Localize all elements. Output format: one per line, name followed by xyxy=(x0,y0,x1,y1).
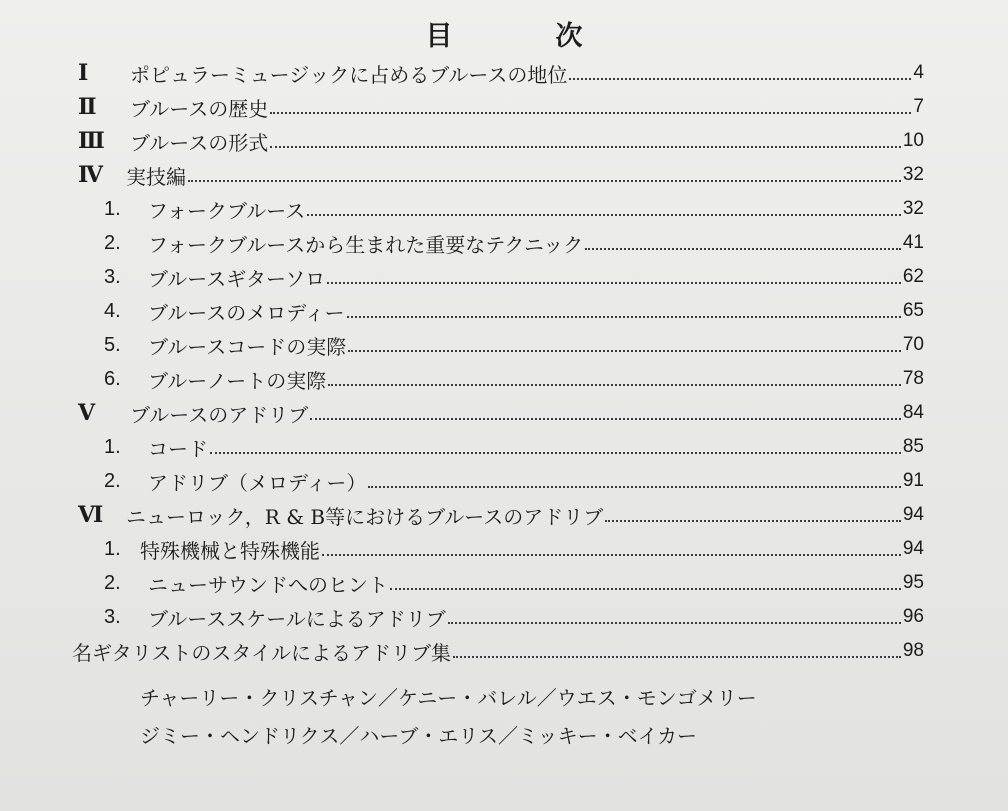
toc-entry-chapter-1[interactable] xyxy=(78,56,924,90)
entry-page: 65 xyxy=(902,300,924,321)
entry-page: 10 xyxy=(902,130,924,151)
entry-page: 32 xyxy=(902,164,924,185)
section-number: 1. xyxy=(104,435,121,458)
entry-title: ブルースのアドリブ xyxy=(130,402,309,427)
dot-leader xyxy=(605,519,901,522)
section-number: 3. xyxy=(104,265,121,288)
dot-leader xyxy=(448,621,901,624)
toc-entry-section-6-3[interactable] xyxy=(104,600,924,634)
dot-leader xyxy=(327,281,901,284)
toc-entry-chapter-5[interactable] xyxy=(78,396,924,430)
entry-page: 78 xyxy=(902,368,924,389)
entry-title: 名ギタリストのスタイルによるアドリブ集 xyxy=(72,640,451,665)
section-number: 4. xyxy=(104,299,121,322)
toc-entry-chapter-6[interactable] xyxy=(78,498,924,532)
entry-title: コード xyxy=(148,436,208,461)
toc-entry-section-6-2[interactable] xyxy=(104,566,924,600)
chapter-number: Ⅳ xyxy=(78,162,103,187)
toc-entry-chapter-3[interactable] xyxy=(78,124,924,158)
entry-page: 96 xyxy=(902,606,924,627)
section-number: 1. xyxy=(104,197,121,220)
entry-title: フォークブルースから生まれた重要なテクニック xyxy=(148,232,584,257)
toc-entry-section-4-2[interactable] xyxy=(104,226,924,260)
dot-leader xyxy=(270,111,911,114)
entry-page: 94 xyxy=(902,504,924,525)
entry-title: ニューサウンドへのヒント xyxy=(148,572,388,597)
entry-page: 4 xyxy=(913,62,924,83)
chapter-number: Ⅱ xyxy=(78,94,97,119)
entry-title: ニューロック，R & B等におけるブルースのアドリブ xyxy=(126,504,604,529)
dot-leader xyxy=(328,383,901,386)
chapter-number: Ⅰ xyxy=(78,60,89,85)
entry-title: ブルースギターソロ xyxy=(148,266,326,291)
section-number: 2. xyxy=(104,469,121,492)
entry-page: 84 xyxy=(902,402,924,423)
entry-page: 94 xyxy=(902,538,924,559)
entry-title: アドリブ（メロディー） xyxy=(148,470,367,495)
dot-leader xyxy=(368,485,900,488)
dot-leader xyxy=(453,655,901,658)
chapter-number: Ⅲ xyxy=(78,128,105,153)
guitarist-names-line-2: ジミー・ヘンドリクス／ハーブ・エリス／ミッキー・ベイカー xyxy=(140,724,697,748)
guitarist-names-line-1: チャーリー・クリスチャン／ケニー・バレル／ウエス・モンゴメリー xyxy=(140,686,757,710)
entry-page: 91 xyxy=(902,470,924,491)
page-title: 目 次 xyxy=(425,21,621,52)
dot-leader xyxy=(390,587,901,590)
toc-entry-section-4-1[interactable] xyxy=(104,192,924,226)
section-number: 5. xyxy=(104,333,121,356)
entry-title: ブルースのメロディー xyxy=(148,300,345,325)
toc-entry-section-4-6[interactable] xyxy=(104,362,924,396)
entry-page: 98 xyxy=(902,640,924,661)
section-number: 2. xyxy=(104,571,121,594)
entry-page: 41 xyxy=(902,232,924,253)
entry-page: 95 xyxy=(902,572,924,593)
toc-entry-section-5-1[interactable] xyxy=(104,430,924,464)
dot-leader xyxy=(569,77,911,80)
toc-entry-section-5-2[interactable] xyxy=(104,464,924,498)
dot-leader xyxy=(310,417,901,420)
dot-leader xyxy=(347,315,901,318)
section-number: 1. xyxy=(104,537,121,560)
entry-title: ブルーノートの実際 xyxy=(148,368,327,393)
toc-entry-chapter-2[interactable] xyxy=(78,90,924,124)
entry-title: 実技編 xyxy=(126,164,186,189)
entry-title: ブルースの形式 xyxy=(130,130,269,155)
entry-title: ブルーススケールによるアドリブ xyxy=(148,606,446,631)
entry-title: ブルースコードの実際 xyxy=(148,334,347,359)
section-number: 2. xyxy=(104,231,121,254)
toc-entry-section-4-4[interactable] xyxy=(104,294,924,328)
chapter-number: Ⅵ xyxy=(78,502,104,527)
section-number: 6. xyxy=(104,367,121,390)
toc-entry-guitarist-styles[interactable] xyxy=(72,634,924,668)
toc-entry-chapter-4[interactable] xyxy=(78,158,924,192)
dot-leader xyxy=(585,247,901,250)
entry-title: ポピュラーミュージックに占めるブルースの地位 xyxy=(130,62,568,87)
dot-leader xyxy=(307,213,901,216)
dot-leader xyxy=(322,553,901,556)
entry-page: 70 xyxy=(902,334,924,355)
toc-entry-section-4-5[interactable] xyxy=(104,328,924,362)
chapter-number: Ⅴ xyxy=(78,400,96,425)
entry-title: フォークブルース xyxy=(148,198,306,223)
entry-title: ブルースの歴史 xyxy=(130,96,269,121)
dot-leader xyxy=(210,451,901,454)
entry-page: 7 xyxy=(913,96,924,117)
toc-entry-section-4-3[interactable] xyxy=(104,260,924,294)
toc-entry-section-6-1[interactable] xyxy=(104,532,924,566)
entry-page: 85 xyxy=(902,436,924,457)
dot-leader xyxy=(188,179,901,182)
entry-page: 62 xyxy=(902,266,924,287)
section-number: 3. xyxy=(104,605,121,628)
entry-title: 特殊機械と特殊機能 xyxy=(140,538,320,563)
dot-leader xyxy=(348,349,901,352)
dot-leader xyxy=(270,145,901,148)
entry-page: 32 xyxy=(902,198,924,219)
